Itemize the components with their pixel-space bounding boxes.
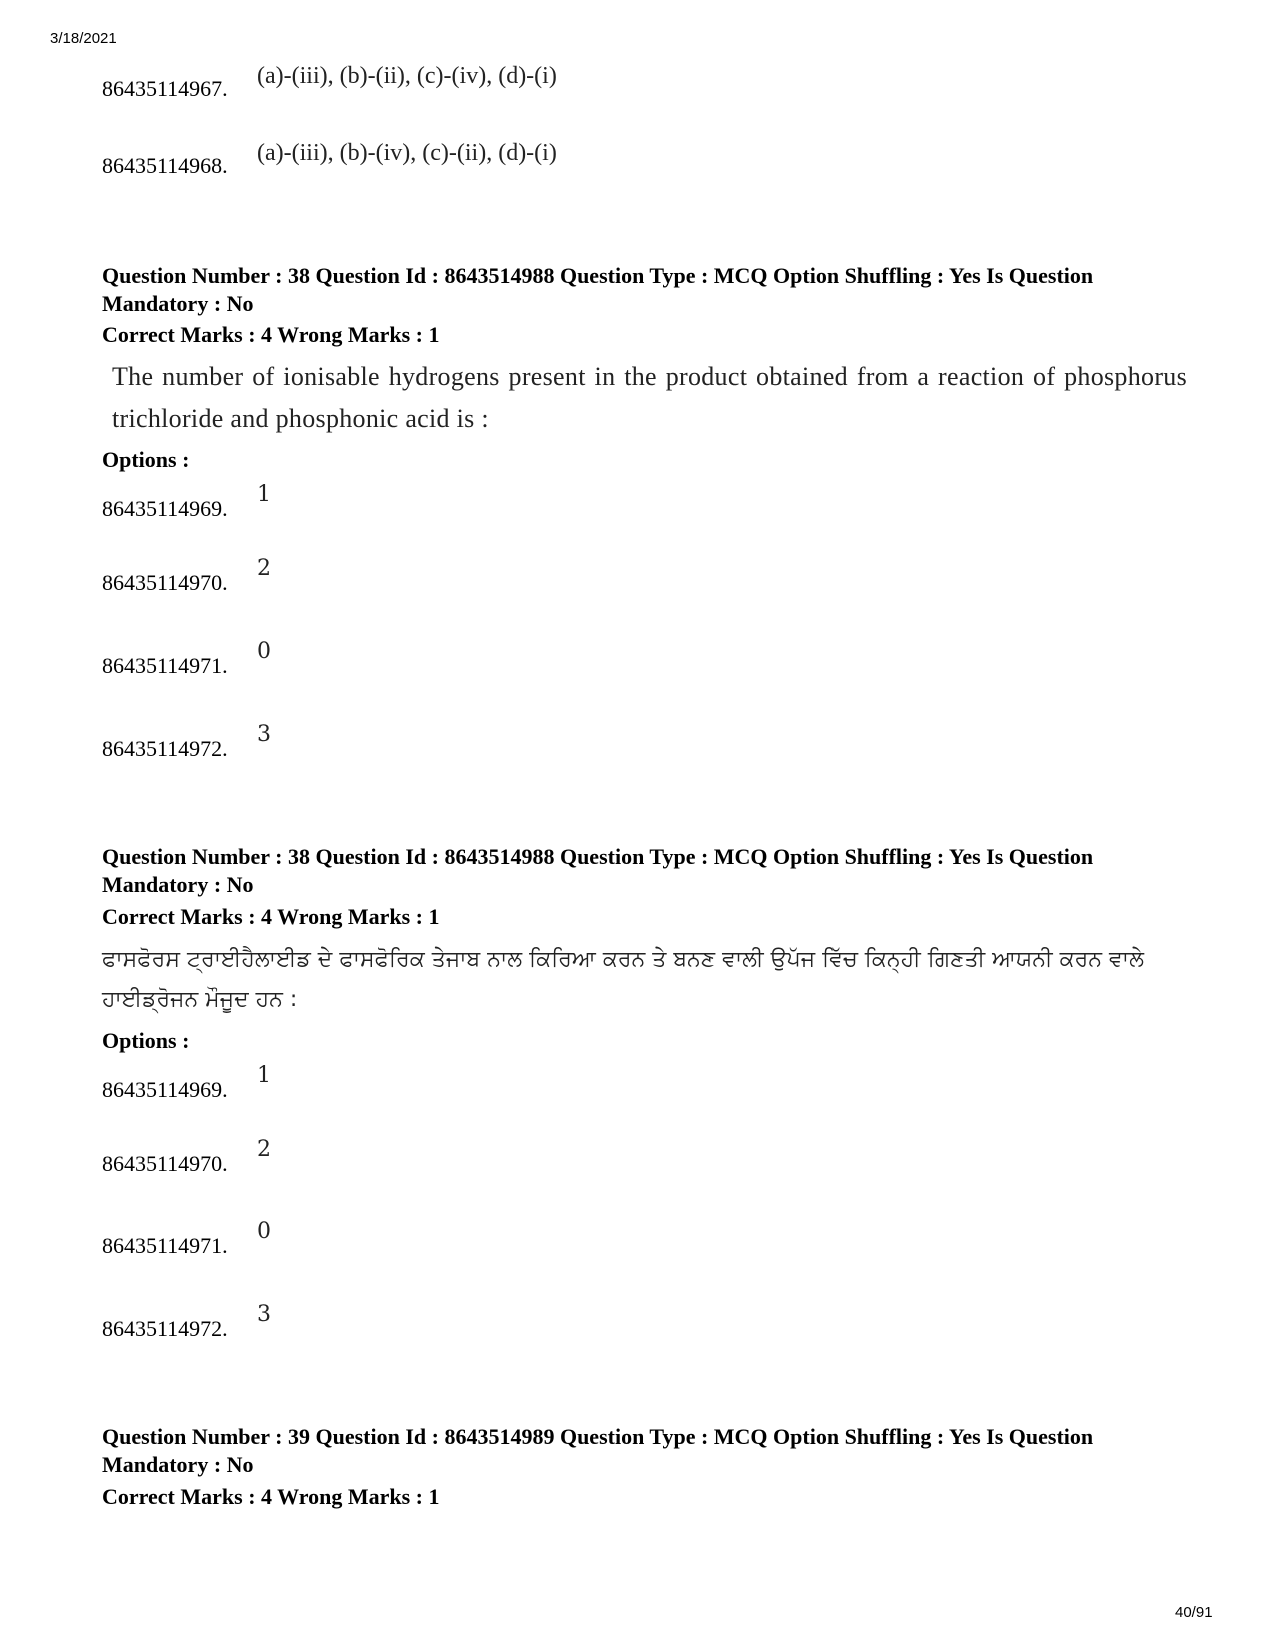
option-row — [102, 1063, 271, 1103]
question-meta: Question Number : 38 Question Id : 8643514988 Question Type : MCQ Option Shuffling : Yes Is Question Mandatory : No — [102, 844, 1094, 897]
option-row — [102, 482, 271, 522]
option-id: 86435114967. — [102, 76, 228, 101]
option-id: 86435114969. — [102, 1077, 228, 1102]
option-text: (a)-(iii), (b)-(ii), (c)-(iv), (d)-(i) — [257, 63, 557, 89]
question-marks: Correct Marks : 4 Wrong Marks : 1 — [102, 904, 440, 929]
option-id: 86435114971. — [102, 1233, 228, 1258]
option-row — [102, 1137, 271, 1177]
question-meta: Question Number : 38 Question Id : 8643514988 Question Type : MCQ Option Shuffling : Yes Is Question Mandatory : No — [102, 263, 1094, 316]
option-row — [102, 1219, 271, 1259]
option-row — [102, 1302, 271, 1342]
question-marks: Correct Marks : 4 Wrong Marks : 1 — [102, 1484, 440, 1509]
option-row — [102, 639, 271, 679]
option-text: (a)-(iii), (b)-(iv), (c)-(ii), (d)-(i) — [257, 140, 557, 166]
options-label: Options : — [102, 1028, 190, 1053]
option-row — [102, 140, 557, 179]
question-text: ਫਾਸਫੋਰਸ ਟ੍ਰਾਈਹੈਲਾਈਡ ਦੇ ਫਾਸਫੋਰਿਕ ਤੇਜਾਬ ਨਾਲ ਕਿਰਿਆ ਕਰਨ ਤੇ ਬਨਣ ਵਾਲੀ ਉਪੱਜ ਵਿੱਚ ਕਿਨ੍ਹੀ ਗਿਣਤੀ ਆਯਨੀ ਕਰਨ ਵਾਲੇ ਹਾਈਡ੍ਰੋਜਨ ਮੌਜੂਦ ਹਨ : — [102, 947, 1144, 1012]
question-text: The number of ionisable hydrogens present in the product obtained from a reaction of phosphorus trichloride and phosphonic acid is : — [112, 362, 1187, 433]
options-label: Options : — [102, 447, 190, 472]
option-row — [102, 63, 557, 102]
option-text: 1 — [257, 1063, 271, 1088]
option-text: 3 — [257, 722, 271, 747]
option-id: 86435114972. — [102, 736, 228, 761]
option-text: 0 — [257, 1219, 271, 1244]
option-id: 86435114972. — [102, 1316, 228, 1341]
question-marks: Correct Marks : 4 Wrong Marks : 1 — [102, 322, 440, 347]
option-text: 1 — [257, 482, 271, 507]
option-id: 86435114969. — [102, 496, 228, 521]
option-id: 86435114970. — [102, 1151, 228, 1176]
page-number: 40/91 — [1175, 1604, 1213, 1621]
option-id: 86435114971. — [102, 653, 228, 678]
option-id: 86435114970. — [102, 570, 228, 595]
option-text: 2 — [257, 556, 271, 581]
question-meta: Question Number : 39 Question Id : 8643514989 Question Type : MCQ Option Shuffling : Yes Is Question Mandatory : No — [102, 1424, 1094, 1477]
option-row — [102, 722, 271, 762]
option-text: 0 — [257, 639, 271, 664]
option-text: 2 — [257, 1137, 271, 1162]
option-row — [102, 556, 271, 596]
option-text: 3 — [257, 1302, 271, 1327]
print-date: 3/18/2021 — [50, 30, 117, 47]
option-id: 86435114968. — [102, 153, 228, 178]
